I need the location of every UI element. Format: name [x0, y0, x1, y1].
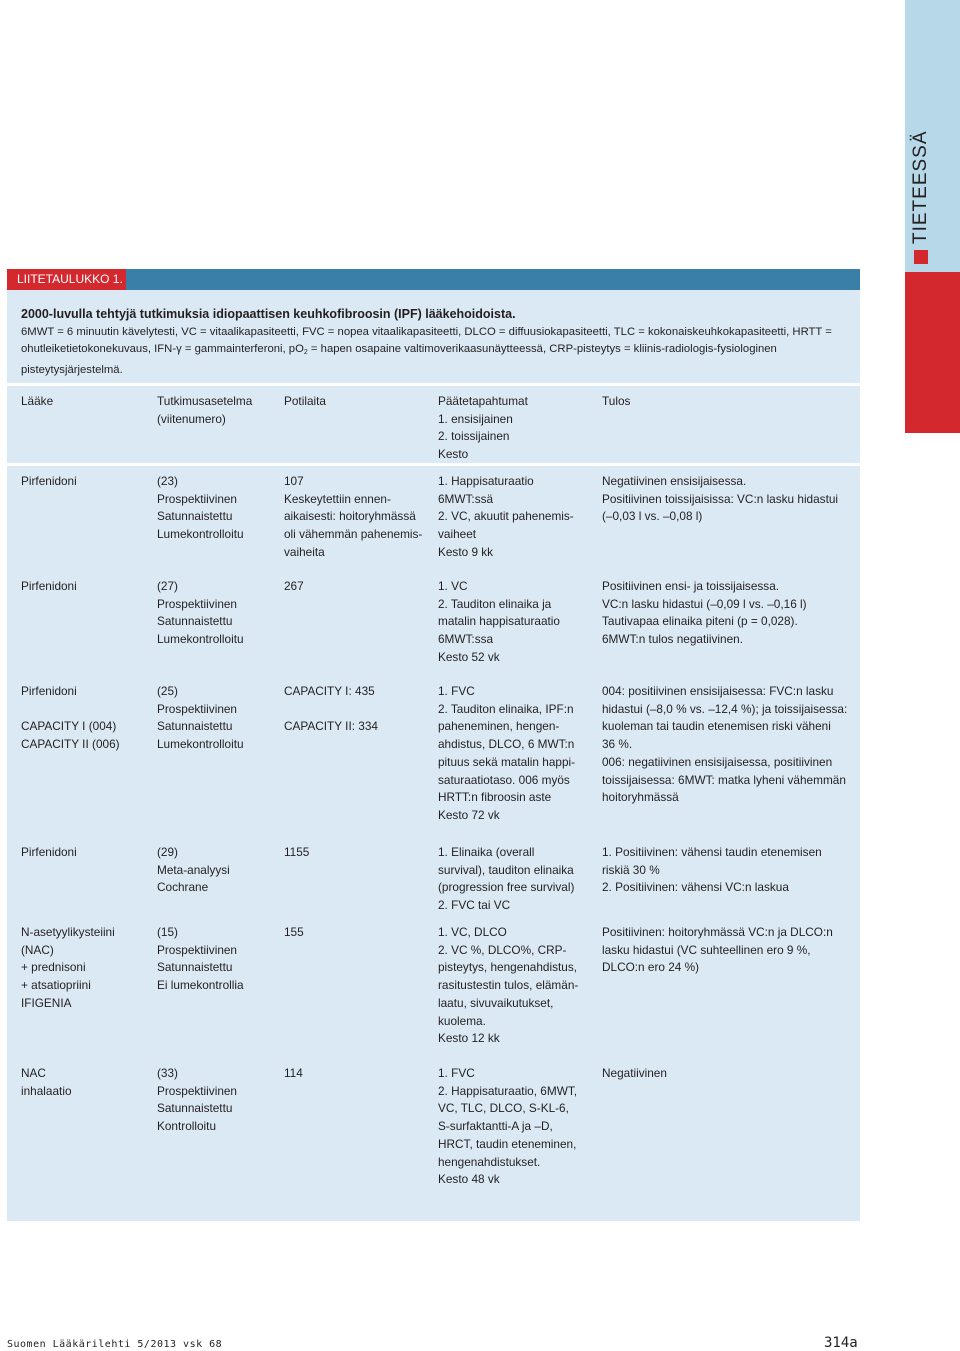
- table-caption: [21, 306, 851, 379]
- cell-patients: 267: [284, 579, 304, 593]
- header-study-design: Tutkimusasetelma (viitenumero): [157, 394, 253, 426]
- header-endpoints: Päätetapahtumat 1. ensisijainen 2. toissijainen Kesto: [438, 394, 528, 462]
- cell-study-design: (23) Prospektiivinen Satunnaistettu Lumekontrolloitu: [157, 474, 244, 542]
- table-title: 2000-luvulla tehtyjä tutkimuksia idiopaattisen keuhkofibroosin (IPF) lääkehoidoista.: [21, 307, 516, 321]
- cell-result: 1. Positiivinen: vähensi taudin etenemisen riskiä 30 % 2. Positiivinen: vähensi VC:n laskua: [602, 845, 822, 895]
- side-strip-red: [905, 272, 960, 433]
- cell-endpoints: 1. VC 2. Tauditon elinaika ja matalin happisaturaatio 6MWT:ssa Kesto 52 vk: [438, 579, 560, 664]
- cell-drug: Pirfenidoni: [21, 579, 77, 593]
- divider: [7, 383, 860, 386]
- cell-drug: Pirfenidoni CAPACITY I (004) CAPACITY II (006): [21, 684, 120, 752]
- header-patients: Potilaita: [284, 394, 326, 408]
- table-label-bar: [7, 269, 860, 290]
- cell-patients: 114: [284, 1066, 303, 1080]
- header-result: Tulos: [602, 394, 631, 408]
- cell-study-design: (29) Meta-analyysi Cochrane: [157, 845, 230, 895]
- journal-footer: Suomen Lääkärilehti 5/2013 vsk 68: [7, 1339, 223, 1350]
- cell-patients: 155: [284, 925, 304, 939]
- cell-study-design: (15) Prospektiivinen Satunnaistettu Ei lumekontrollia: [157, 925, 244, 993]
- table-label-tab: LIITETAULUKKO 1.: [7, 269, 126, 290]
- cell-result: 004: positiivinen ensisijaisessa: FVC:n lasku hidastui (–8,0 % vs. –12,4 %); ja toissijaisessa: kuoleman tai taudin etenemisen riski väheni 36 %. 006: negatiivinen ensisijaisessa, positiivinen toissijaisessa: 6MWT: matka lyheni vähemmän hoitoryhmässä: [602, 684, 848, 805]
- cell-patients: 107 Keskeytettiin ennen- aikaisesti: hoitoryhmässä oli vähemmän pahenemis- vaiheita: [284, 474, 423, 559]
- cell-study-design: (25) Prospektiivinen Satunnaistettu Lumekontrolloitu: [157, 684, 244, 752]
- cell-result: Positiivinen ensi- ja toissijaisessa. VC:n lasku hidastui (–0,09 l vs. –0,16 l) Tautivapaa elinaika piteni (p = 0,028). 6MWT:n tulos negatiivinen.: [602, 579, 807, 647]
- header-drug: Lääke: [21, 394, 54, 408]
- abbreviations-text: 6MWT = 6 minuutin kävelytesti, VC = vitaalikapasiteetti, FVC = nopea vitaalikapasiteetti, DLCO = diffuusiokapasiteetti, TLC = kokonaiskeuhkokapasiteetti, HRTT = ohutleiketietokonekuvaus, IFN-γ = gammainterferoni, $pO_2$ = hapen osapaine valtimoverikaasunäytteessä, CRP-pisteytys = kliinis-radiologis-fysiologinen pisteytysjärjestelmä.: [21, 325, 832, 376]
- cell-endpoints: 1. Happisaturaatio 6MWT:ssä 2. VC, akuutit pahenemis- vaiheet Kesto 9 kk: [438, 474, 574, 559]
- section-label-text: TIETEESSÄ: [910, 130, 931, 244]
- cell-study-design: (27) Prospektiivinen Satunnaistettu Lumekontrolloitu: [157, 579, 244, 647]
- cell-endpoints: 1. Elinaika (overall survival), tauditon elinaika (progression free survival) 2. FVC tai VC: [438, 845, 575, 913]
- cell-endpoints: 1. VC, DLCO 2. VC %, DLCO%, CRP- pisteytys, hengenahdistus, rasitustestin tulos, elämän- laatu, sivuvaikutukset, kuolema. Kesto 12 kk: [438, 925, 579, 1046]
- cell-patients: CAPACITY I: 435 CAPACITY II: 334: [284, 684, 378, 734]
- section-side-strip: [905, 0, 960, 433]
- cell-drug: NAC inhalaatio: [21, 1066, 72, 1098]
- section-label: [910, 130, 932, 264]
- section-marker-icon: [914, 250, 928, 264]
- cell-drug: Pirfenidoni: [21, 474, 77, 488]
- cell-endpoints: 1. FVC 2. Tauditon elinaika, IPF:n paheneminen, hengen- ahdistus, DLCO, 6 MWT:n pituus sekä matalin happi- saturaatiotaso. 006 myös HRTT:n fibroosin aste Kesto 72 vk: [438, 684, 576, 822]
- divider: [7, 463, 860, 466]
- cell-patients: 1155: [284, 845, 310, 859]
- cell-endpoints: 1. FVC 2. Happisaturaatio, 6MWT, VC, TLC, DLCO, S-KL-6, S-surfaktantti-A ja –D, HRCT, taudin eteneminen, hengenahdistukset. Kesto 48 vk: [438, 1066, 577, 1187]
- cell-result: Positiivinen: hoitoryhmässä VC:n ja DLCO:n lasku hidastui (VC suhteellinen ero 9 %, DLCO:n ero 24 %): [602, 925, 833, 975]
- cell-study-design: (33) Prospektiivinen Satunnaistettu Kontrolloitu: [157, 1066, 237, 1134]
- supplementary-table: [7, 290, 860, 1221]
- cell-result: Negatiivinen ensisijaisessa. Positiivinen toissijaisissa: VC:n lasku hidastui (–0,03 l vs. –0,08 l): [602, 474, 839, 524]
- page-number: 314a: [824, 1335, 858, 1351]
- cell-drug: Pirfenidoni: [21, 845, 77, 859]
- cell-result: Negatiivinen: [602, 1066, 667, 1080]
- cell-drug: N-asetyylikysteiini (NAC) + prednisoni + atsatiopriini IFIGENIA: [21, 925, 115, 1010]
